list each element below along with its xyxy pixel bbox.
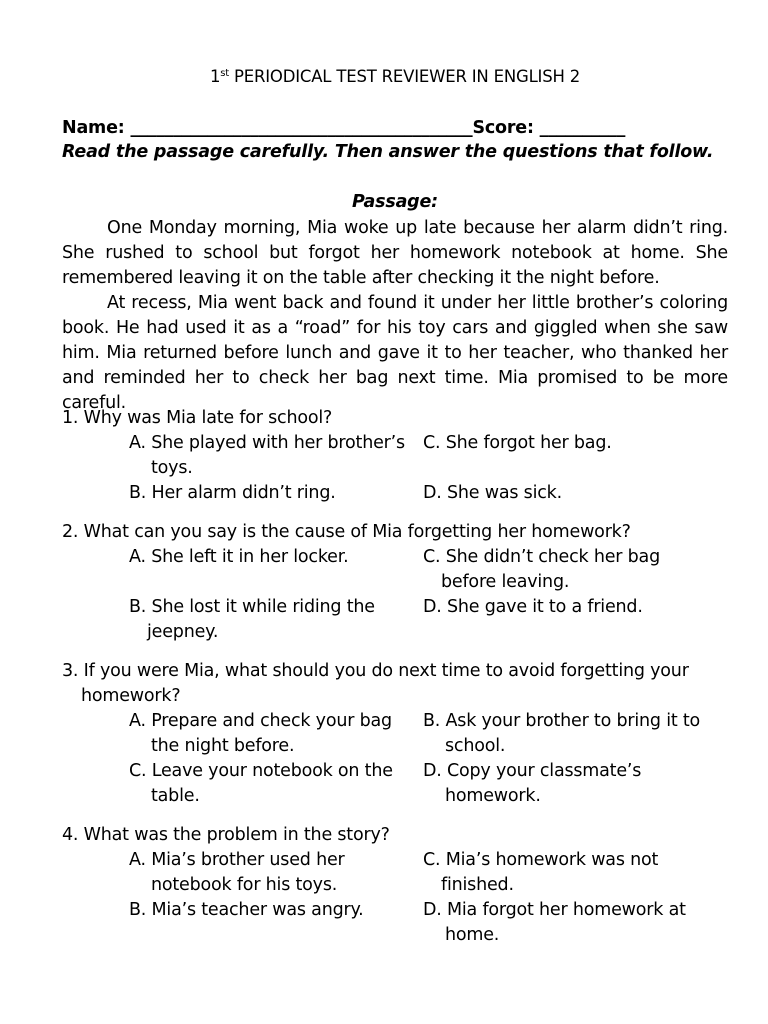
question-1-stem: 1. Why was Mia late for school? — [62, 408, 333, 428]
question-3-stem: 3. If you were Mia, what should you do next time to avoid forgetting your homework? — [62, 661, 689, 706]
question-3-choice-d: D. Copy your classmate’s homework. — [423, 761, 642, 806]
passage — [62, 216, 728, 416]
question-2-choice-b: B. She lost it while riding the jeepney. — [129, 597, 375, 642]
title-ordinal-number: 1 — [209, 67, 221, 86]
question-2-choices — [62, 545, 728, 645]
question-1-choice-d: D. She was sick. — [423, 483, 562, 503]
question-3-choices — [62, 709, 728, 809]
question-4-choice-d: D. Mia forgot her homework at home. — [423, 900, 686, 945]
question-4-choices — [62, 848, 728, 948]
page-title — [62, 66, 728, 88]
question-2 — [62, 520, 728, 645]
title-text: PERIODICAL TEST REVIEWER IN ENGLISH 2 — [228, 67, 581, 86]
question-2-choice-c: C. She didn’t check her bag before leaving. — [423, 547, 660, 592]
title-ordinal-suffix: st — [220, 68, 229, 79]
question-4-choice-a: A. Mia’s brother used her notebook for his toys. — [129, 850, 345, 895]
question-4 — [62, 823, 728, 948]
question-1 — [62, 406, 728, 506]
question-3 — [62, 659, 728, 809]
passage-paragraph-1: One Monday morning, Mia woke up late because her alarm didn’t ring. She rushed to school but forgot her homework notebook at home. She remembered leaving it on the table after checking it the night before. — [62, 218, 728, 288]
question-1-choice-a: A. She played with her brother’s toys. — [129, 433, 405, 478]
question-3-choice-a: A. Prepare and check your bag the night before. — [129, 711, 392, 756]
instructions: Read the passage carefully. Then answer the questions that follow. — [62, 142, 714, 162]
question-1-choice-b: B. Her alarm didn’t ring. — [129, 483, 336, 503]
question-3-choice-b: B. Ask your brother to bring it to school. — [423, 711, 701, 756]
passage-heading: Passage: — [352, 192, 438, 212]
question-2-stem: 2. What can you say is the cause of Mia forgetting her homework? — [62, 522, 631, 542]
question-1-choices — [62, 431, 728, 506]
question-1-choice-c: C. She forgot her bag. — [423, 433, 612, 453]
question-4-choice-c: C. Mia’s homework was not finished. — [423, 850, 659, 895]
question-2-choice-d: D. She gave it to a friend. — [423, 597, 643, 617]
question-3-choice-c: C. Leave your notebook on the table. — [129, 761, 393, 806]
name-score-line: Name: ________________________________________Score: __________ — [62, 118, 626, 138]
passage-paragraph-2: At recess, Mia went back and found it under her little brother’s coloring book. He had used it as a “road” for his toy cars and giggled when she saw him. Mia returned before lunch and gave it to her teacher, who thanked her and reminded her to check her bag next time. Mia promised to be more careful. — [62, 293, 728, 413]
question-4-choice-b: B. Mia’s teacher was angry. — [129, 900, 364, 920]
question-2-choice-a: A. She left it in her locker. — [129, 547, 349, 567]
question-4-stem: 4. What was the problem in the story? — [62, 825, 390, 845]
